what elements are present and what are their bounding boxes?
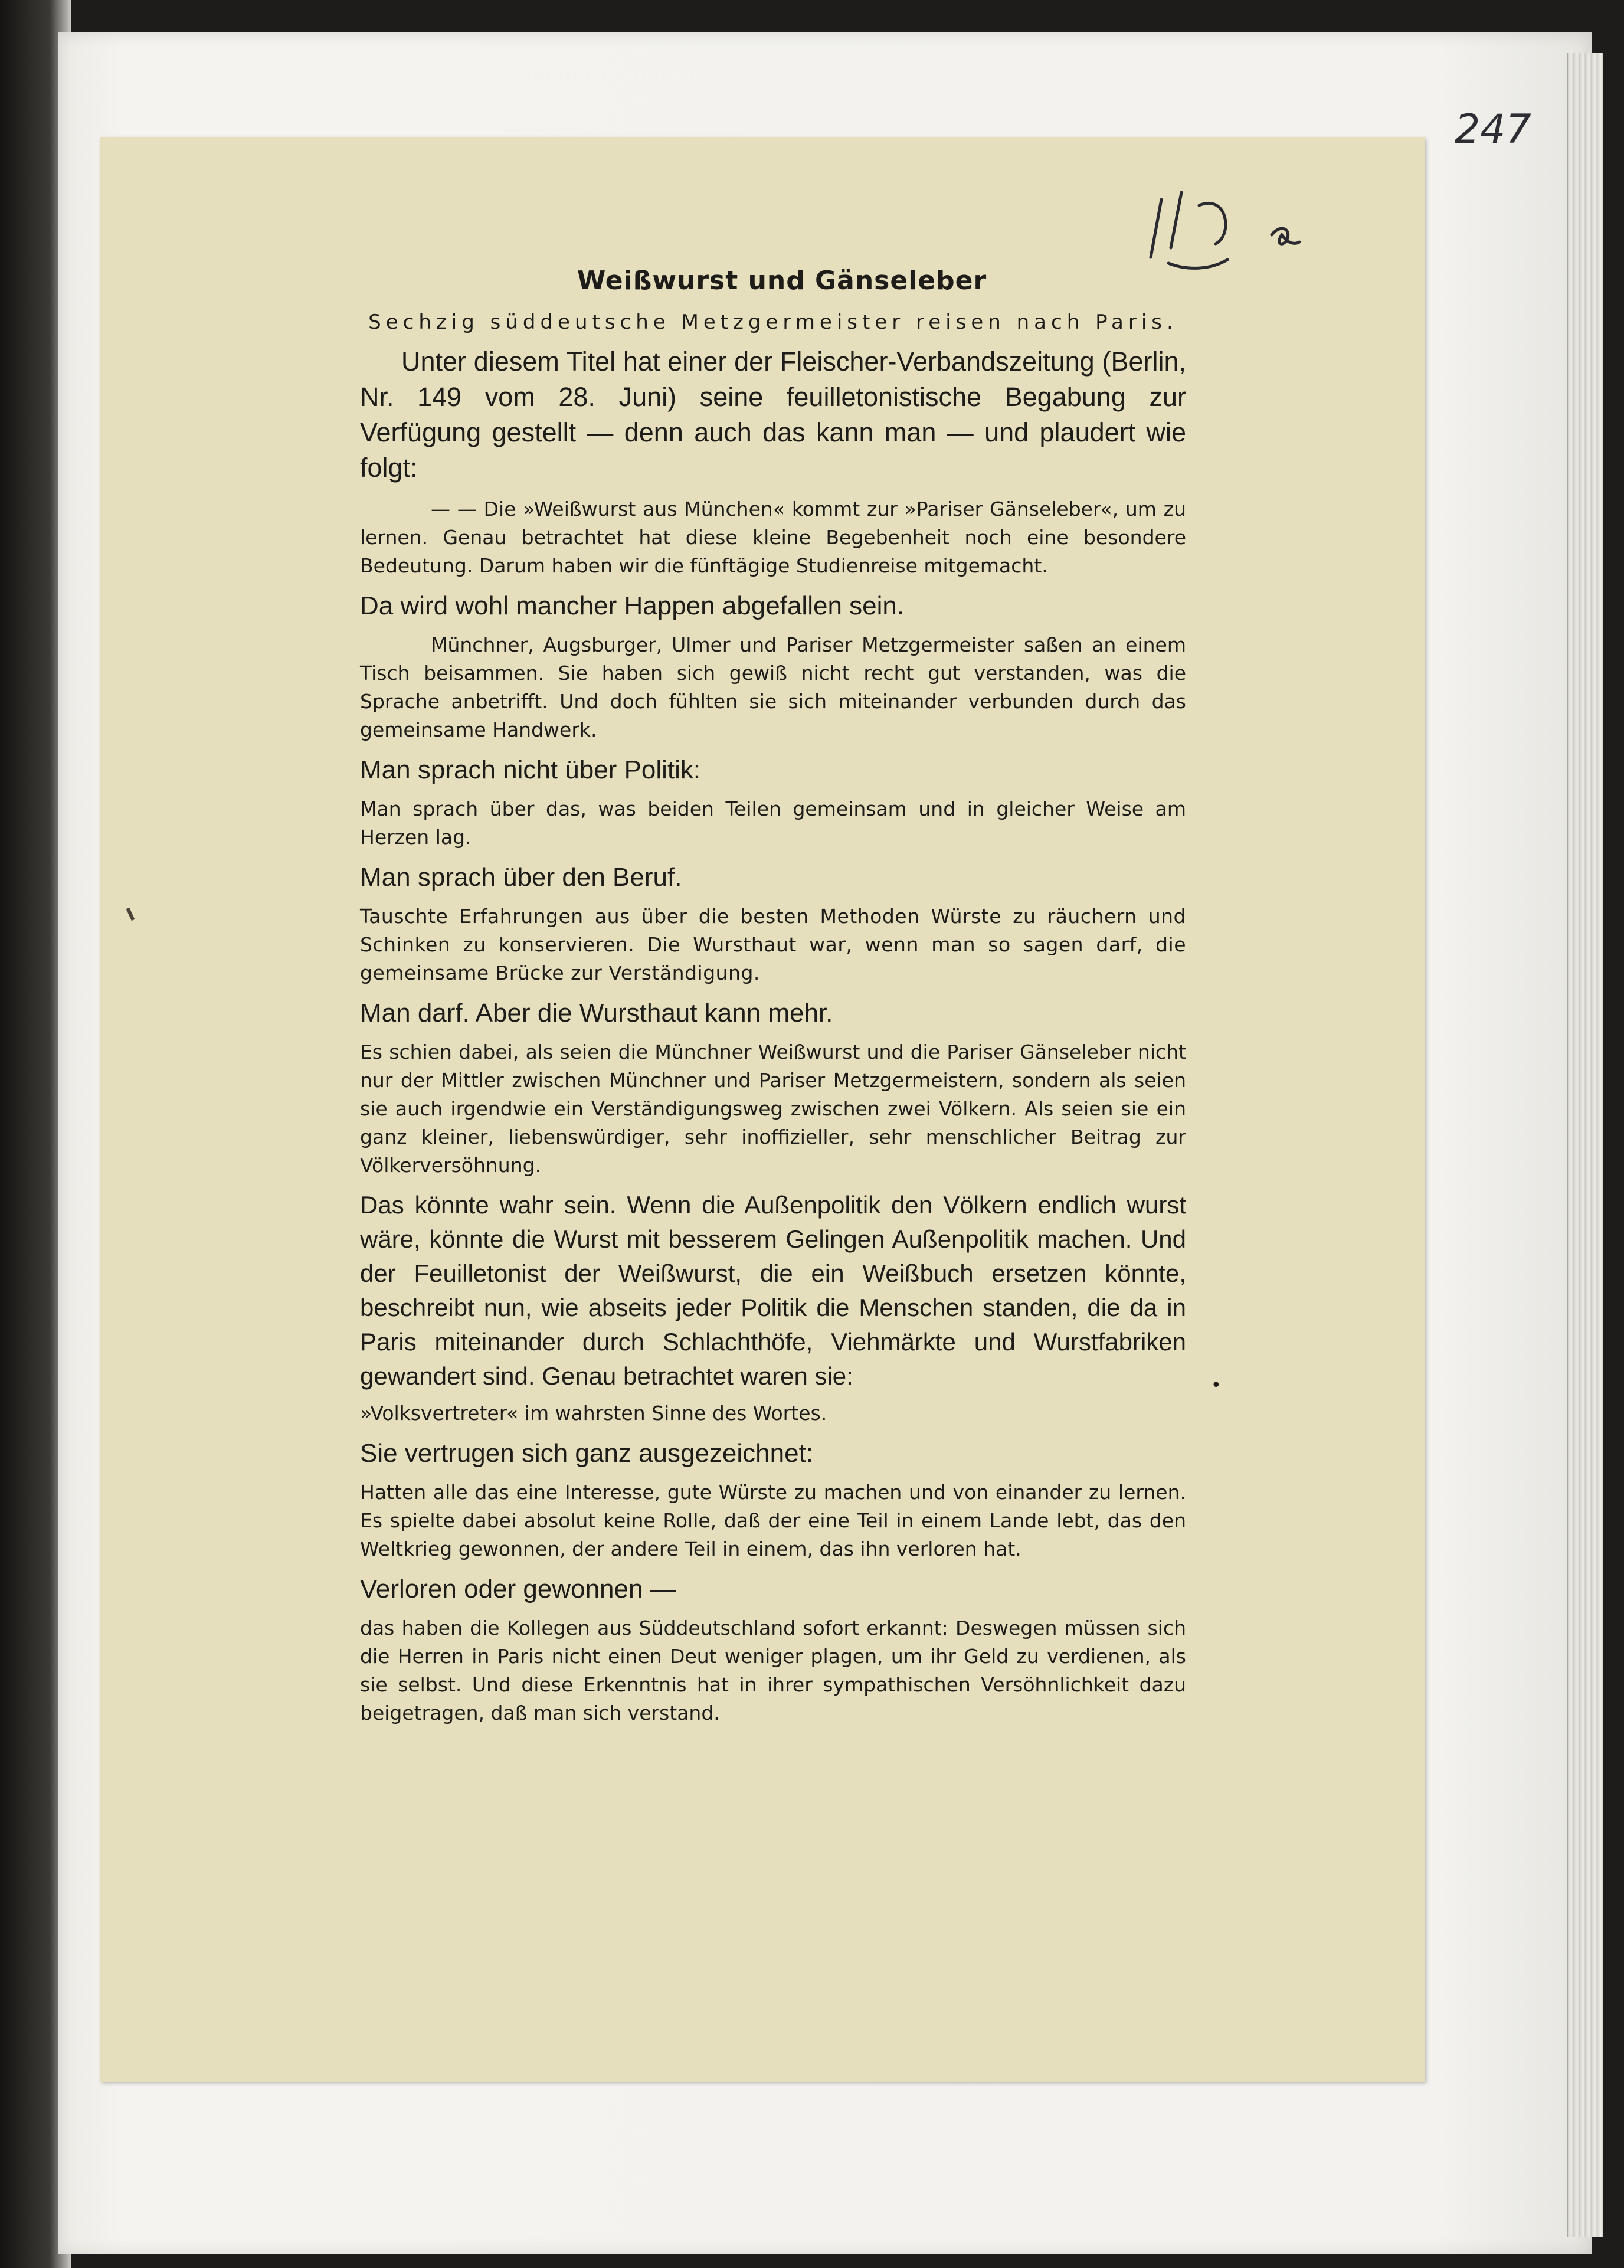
annotation-stroke-3 <box>1199 203 1226 244</box>
commentary-line: Sie vertrugen sich ganz ausgezeichnet: <box>360 1439 814 1468</box>
commentary-line: Man sprach über den Beruf. <box>360 863 682 892</box>
quote-paragraph: — — Die »Weißwurst aus München« kommt zur »Pariser Gänseleber«, um zu lernen. Genau betrachtet hat diese kleine Begebenheit noch eine besondere Bedeutung. Darum haben wir die fünftägige Studienreise mitgemacht. <box>360 498 1186 577</box>
asterisk-mark: • <box>1211 1375 1222 1396</box>
handwritten-annotation <box>1145 188 1304 270</box>
article-text <box>360 266 1186 1727</box>
quote-paragraph: Hatten alle das eine Interesse, gute Würste zu machen und von einander zu lernen. Es spielte dabei absolut keine Rolle, daß der eine Teil in einem Lande lebt, das den Weltkrieg gewonnen, der andere Teil in einem, das ihn verloren hat. <box>360 1481 1186 1560</box>
quote-paragraph: Man sprach über das, was beiden Teilen gemeinsam und in gleicher Weise am Herzen lag. <box>360 797 1186 849</box>
lead-paragraph: Unter diesem Titel hat einer der Fleischer-Verbandszeitung (Berlin, Nr. 149 vom 28. Juni) seine feuilletonistische Begabung zur Verfügung gestellt — denn auch das kann man — und plaudert wie folgt: <box>360 346 1186 483</box>
commentary-paragraph: Das könnte wahr sein. Wenn die Außenpolitik den Völkern endlich wurst wäre, könnte die Wurst mit besserem Gelingen Außenpolitik machen. Und der Feuilletonist der Weißwurst, die ein Weißbuch ersetzen könnte, beschreibt nun, wie abseits jeder Politik die Menschen standen, die da in Paris miteinander durch Schlachthöfe, Viehmärkte und Wurstfabriken gewandert sind. Genau betrachtet waren sie: <box>360 1191 1186 1390</box>
commentary-line: Da wird wohl mancher Happen abgefallen sein. <box>360 591 905 620</box>
commentary-line: Verloren oder gewonnen — <box>360 1575 676 1603</box>
quote-paragraph: Münchner, Augsburger, Ulmer und Pariser Metzgermeister saßen an einem Tisch beisammen. Sie haben sich gewiß nicht recht gut verstanden, was die Sprache anbetrifft. Und doch fühlten sie sich miteinander verbunden durch das gemeinsame Handwerk. <box>360 633 1186 741</box>
quote-paragraph: Es schien dabei, als seien die Münchner Weißwurst und die Pariser Gänseleber nicht nur der Mittler zwischen Münchner und Pariser Metzgermeistern, sondern als seien sie auch irgendwie ein Verständigungsweg zwischen zwei Völkern. Als seien sie ein ganz kleiner, liebenswürdiger, sehr inoffizieller, sehr menschlicher Beitrag zur Völkerversöhnung. <box>360 1040 1186 1177</box>
page-edge-stack <box>1567 53 1603 2237</box>
commentary-line: Man sprach nicht über Politik: <box>360 755 701 784</box>
annotation-stroke-2 <box>1171 192 1181 248</box>
quote-paragraph: »Volksvertreter« im wahrsten Sinne des Wortes. <box>360 1402 827 1425</box>
annotation-stroke-5 <box>1272 228 1299 244</box>
article-subheadline: Sechzig süddeutsche Metzgermeister reisen nach Paris. <box>368 310 1178 334</box>
annotation-stroke-1 <box>1151 199 1161 257</box>
commentary-line: Man darf. Aber die Wursthaut kann mehr. <box>360 999 833 1027</box>
page-number: 247 <box>1455 106 1531 153</box>
article-headline: Weißwurst und Gänseleber <box>577 266 987 296</box>
quote-paragraph: das haben die Kollegen aus Süddeutschland sofort erkannt: Deswegen müssen sich die Herren in Paris nicht einen Deut weniger plagen, um ihr Geld zu verdienen, als sie selbst. Und diese Erkenntnis hat in ihrer sympathischen Versöhnlichkeit dazu beigetragen, daß man sich verstand. <box>360 1616 1186 1724</box>
quote-paragraph: Tauschte Erfahrungen aus über die besten Methoden Würste zu räuchern und Schinken zu konservieren. Die Wursthaut war, wenn man so sagen darf, die gemeinsame Brücke zur Verständigung. <box>360 905 1186 984</box>
